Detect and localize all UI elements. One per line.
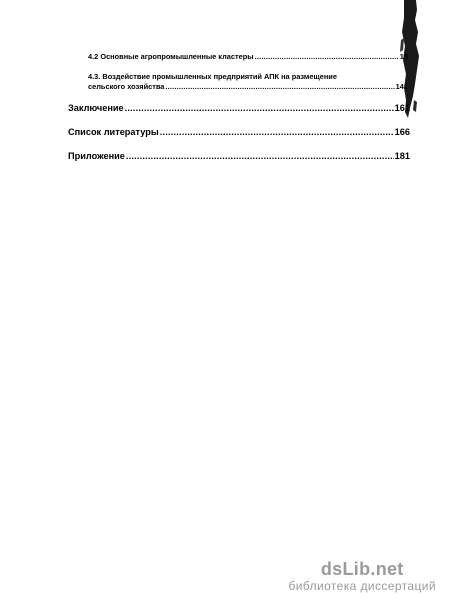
toc-leader-dots xyxy=(160,127,394,137)
toc-leader-dots xyxy=(125,103,394,113)
toc-entry-title: Список литературы xyxy=(68,127,159,137)
toc-entry-4-3[interactable] xyxy=(88,82,408,91)
toc-entry-title: сельского хозяйства xyxy=(88,82,165,91)
toc-entry-conclusion[interactable] xyxy=(68,103,410,113)
toc-leader-dots xyxy=(255,52,399,61)
toc-entry-references[interactable] xyxy=(68,127,410,137)
watermark-logo: dsLib.net xyxy=(320,559,404,579)
watermark xyxy=(289,559,437,593)
toc-leader-dots xyxy=(126,151,394,161)
toc-entry-4-3-line1[interactable]: 4.3. Воздействие промышленных предприятий АПК на размещение xyxy=(88,72,337,81)
toc-leader-dots xyxy=(165,82,394,91)
toc-entry-title: 4.2 Основные агропромышленные кластеры xyxy=(88,52,254,61)
toc-entry-page: 181 xyxy=(394,151,410,161)
toc-entry-page: 141 xyxy=(395,82,408,91)
watermark-subtitle: библиотека диссертаций xyxy=(288,579,436,593)
toc-entry-4-2[interactable] xyxy=(88,52,408,61)
toc-entry-page: 13 xyxy=(399,52,408,61)
toc-entry-title: Заключение xyxy=(68,103,124,113)
toc-entry-title: Приложение xyxy=(68,151,125,161)
toc-entry-appendix[interactable] xyxy=(68,151,410,161)
toc-entry-page: 161 xyxy=(394,103,410,113)
toc-entry-page: 166 xyxy=(394,127,410,137)
